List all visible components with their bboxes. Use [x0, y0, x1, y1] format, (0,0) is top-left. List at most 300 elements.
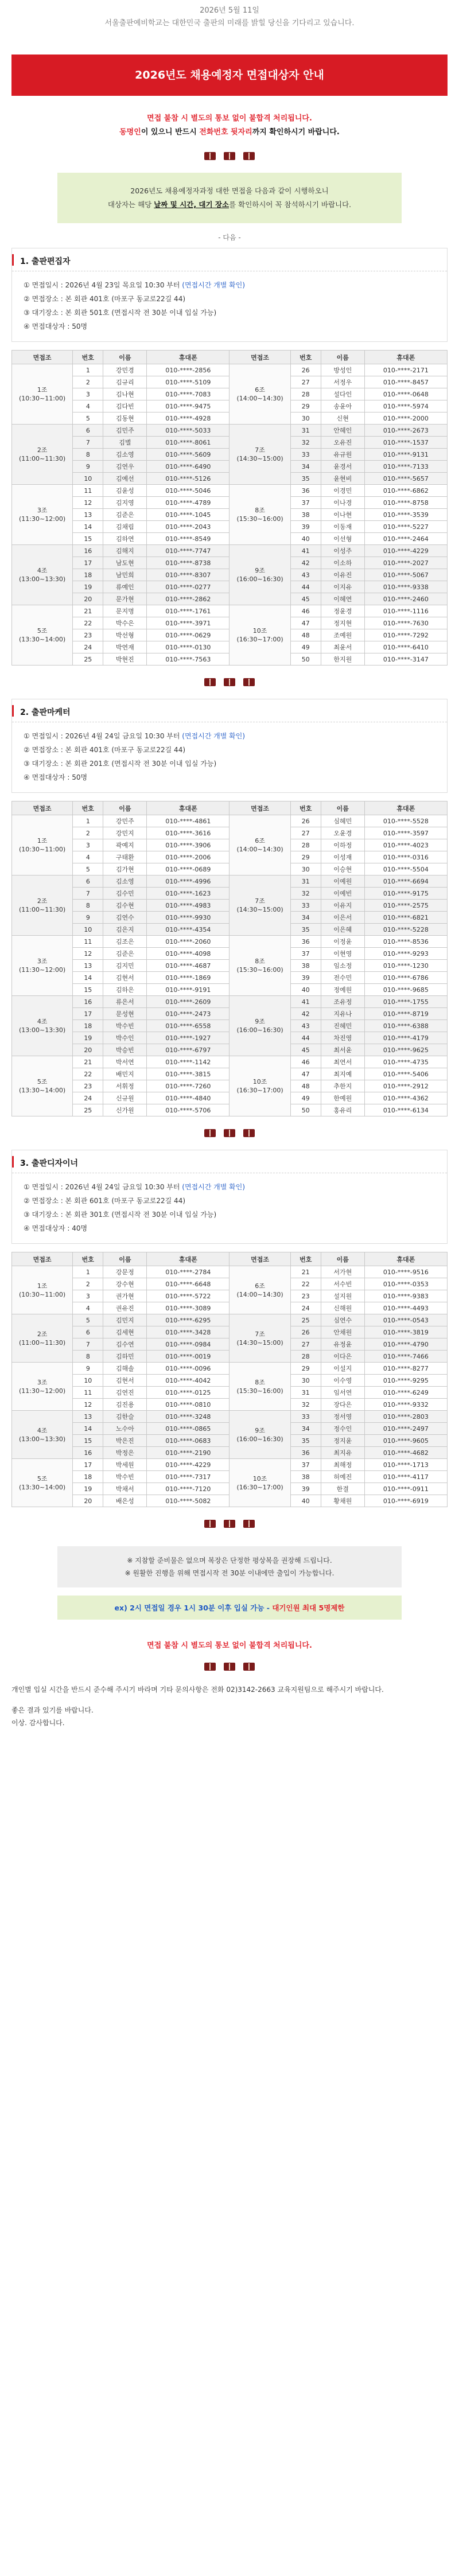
candidate-name: 김하은: [103, 984, 147, 996]
phone-number: 010-****-4861: [147, 815, 230, 827]
group-slot: 1조 (10:30~11:00): [12, 1266, 73, 1314]
row-number: 49: [290, 641, 321, 653]
candidate-name: 이소하: [321, 557, 364, 569]
closing: 개인별 입실 시간을 반드시 준수해 주시기 바라며 기타 문의사항은 전화 02)3142-2663 교육지원팀으로 해주시기 바랍니다. 좋은 결과 있기를 바랍니다. 이상. 감사합니다.: [11, 1686, 384, 1727]
candidate-name: 곽예지: [103, 839, 147, 851]
row-number: 26: [290, 815, 321, 827]
row-number: 24: [73, 641, 103, 653]
phone-number: 010-****-0810: [147, 1399, 230, 1411]
candidate-name: 김별: [103, 437, 147, 449]
section-info: ① 면접일시 : 2026년 4월 24일 금요일 10:30 부터 (면접시간 개별 확인) ② 면접장소 : 본 회관 601호 (마포구 동교로22길 44) ③ 대기장소 : 본 회관 301호 (면접시작 전 30분 이내 입실 가능) ④ 면접대상자 : 40명: [24, 1183, 246, 1232]
row-number: 12: [73, 948, 103, 960]
phone-number: 010-****-7563: [147, 653, 230, 666]
candidate-name: 김소영: [103, 449, 147, 461]
candidate-name: 안채원: [321, 1326, 364, 1338]
candidate-name: 차진영: [321, 1032, 364, 1044]
phone-number: 010-****-3971: [147, 617, 230, 629]
group-slot: 5조 (13:30~14:00): [12, 1056, 73, 1116]
candidate-name: 이경민: [321, 485, 364, 497]
candidate-name: 김지민: [103, 960, 147, 972]
phone-number: 010-****-5082: [147, 1495, 230, 1507]
phone-number: 010-****-8307: [147, 569, 230, 581]
row-number: 3: [73, 1290, 103, 1302]
table-row: [12, 1363, 448, 1375]
phone-number: 010-****-8536: [364, 936, 447, 948]
row-number: 31: [290, 1387, 321, 1399]
row-number: 25: [290, 1314, 321, 1326]
table-header: 면접조: [230, 801, 290, 815]
phone-number: 010-****-0865: [147, 1423, 230, 1435]
group-slot: 2조 (11:00~11:30): [12, 425, 73, 485]
phone-number: 010-****-5227: [364, 521, 447, 533]
table-header: 면접조: [12, 351, 73, 364]
row-number: 12: [73, 497, 103, 509]
phone-number: 010-****-0689: [147, 863, 230, 875]
row-number: 11: [73, 1387, 103, 1399]
row-number: 11: [73, 936, 103, 948]
phone-number: 010-****-6786: [364, 972, 447, 984]
candidate-name: 최윤서: [321, 641, 364, 653]
phone-number: 010-****-9338: [364, 581, 447, 593]
phone-number: 010-****-4354: [147, 924, 230, 936]
group-slot: 8조 (15:30~16:00): [230, 936, 290, 996]
row-number: 17: [73, 557, 103, 569]
candidate-name: 최해정: [321, 1459, 364, 1471]
phone-number: 010-****-4042: [147, 1375, 230, 1387]
row-number: 19: [73, 1032, 103, 1044]
candidate-name: 김민주: [103, 425, 147, 437]
candidate-name: 최지유: [321, 1447, 364, 1459]
row-number: 40: [290, 1495, 321, 1507]
row-number: 35: [290, 473, 321, 485]
phone-number: 010-****-1927: [147, 1032, 230, 1044]
row-number: 46: [290, 1056, 321, 1068]
row-number: 4: [73, 1302, 103, 1314]
phone-number: 010-****-2497: [364, 1423, 447, 1435]
phone-number: 010-****-2464: [364, 533, 447, 545]
book-icon: [204, 1520, 216, 1528]
phone-number: 010-****-2006: [147, 851, 230, 863]
phone-number: 010-****-0543: [364, 1314, 447, 1326]
phone-number: 010-****-6295: [147, 1314, 230, 1326]
phone-number: 010-****-1116: [364, 605, 447, 617]
book-icon: [224, 1129, 235, 1137]
phone-number: 010-****-9930: [147, 912, 230, 924]
group-slot: 6조 (14:00~14:30): [230, 815, 290, 875]
book-icon: [204, 152, 216, 160]
group-slot: 3조 (11:30~12:00): [12, 936, 73, 996]
table-header: 이름: [103, 801, 147, 815]
table-row: [12, 1459, 448, 1471]
candidate-name: 김규리: [103, 376, 147, 388]
table-header: 휴대폰: [147, 801, 230, 815]
phone-number: 010-****-2803: [364, 1411, 447, 1423]
phone-number: 010-****-2190: [147, 1447, 230, 1459]
candidate-name: 이은서: [321, 912, 364, 924]
phone-number: 010-****-6797: [147, 1044, 230, 1056]
candidate-name: 이하정: [321, 839, 364, 851]
phone-number: 010-****-7292: [364, 629, 447, 641]
row-number: 17: [73, 1008, 103, 1020]
candidate-name: 김준은: [103, 509, 147, 521]
phone-number: 010-****-3819: [364, 1326, 447, 1338]
row-number: 47: [290, 617, 321, 629]
candidate-name: 김준은: [103, 948, 147, 960]
table-header: 면접조: [12, 801, 73, 815]
section-3: [11, 1150, 448, 1244]
phone-number: 010-****-1537: [364, 437, 447, 449]
row-number: 41: [290, 545, 321, 557]
phone-number: 010-****-6249: [364, 1387, 447, 1399]
phone-number: 010-****-8758: [364, 497, 447, 509]
candidate-name: 이나현: [321, 509, 364, 521]
row-number: 2: [73, 827, 103, 839]
book-divider: [0, 152, 459, 165]
row-number: 22: [73, 617, 103, 629]
row-number: 37: [290, 1459, 321, 1471]
row-number: 27: [290, 827, 321, 839]
phone-number: 010-****-2673: [364, 425, 447, 437]
candidate-name: 김동현: [103, 413, 147, 425]
warning-notice: [0, 112, 459, 139]
phone-number: 010-****-5228: [364, 924, 447, 936]
row-number: 40: [290, 984, 321, 996]
candidate-name: 권가현: [103, 1290, 147, 1302]
phone-number: 010-****-3539: [364, 509, 447, 521]
group-slot: 7조 (14:30~15:00): [230, 875, 290, 936]
candidate-name: 박은진: [103, 1435, 147, 1447]
row-number: 7: [73, 1338, 103, 1351]
candidate-name: 이지유: [321, 581, 364, 593]
phone-number: 010-****-5033: [147, 425, 230, 437]
candidate-name: 정서영: [321, 1411, 364, 1423]
phone-number: 010-****-1713: [364, 1459, 447, 1471]
table-header: 이름: [103, 1252, 147, 1266]
row-number: 28: [290, 388, 321, 400]
table-header: 번호: [73, 351, 103, 364]
divider-label: - 다음 -: [218, 234, 241, 242]
row-number: 24: [290, 1302, 321, 1314]
candidate-name: 이나경: [321, 497, 364, 509]
row-number: 26: [290, 1326, 321, 1338]
candidate-name: 김현서: [103, 1375, 147, 1387]
candidate-name: 박정은: [103, 1447, 147, 1459]
candidate-name: 허예진: [321, 1471, 364, 1483]
phone-number: 010-****-5109: [147, 376, 230, 388]
phone-number: 010-****-0125: [147, 1387, 230, 1399]
phone-number: 010-****-1755: [364, 996, 447, 1008]
book-icon: [204, 1663, 216, 1671]
phone-number: 010-****-5528: [364, 815, 447, 827]
candidate-name: 김세현: [103, 1326, 147, 1338]
phone-number: 010-****-2473: [147, 1008, 230, 1020]
candidate-name: 이은혜: [321, 924, 364, 936]
candidate-name: 최지예: [321, 1068, 364, 1080]
phone-number: 010-****-1230: [364, 960, 447, 972]
candidate-name: 김윤성: [103, 485, 147, 497]
row-number: 42: [290, 1008, 321, 1020]
phone-number: 010-****-8719: [364, 1008, 447, 1020]
row-number: 29: [290, 851, 321, 863]
candidate-name: 정지윤: [321, 1435, 364, 1447]
row-number: 38: [290, 509, 321, 521]
table-header: 휴대폰: [364, 801, 447, 815]
row-number: 37: [290, 497, 321, 509]
phone-number: 010-****-5046: [147, 485, 230, 497]
row-number: 21: [73, 1056, 103, 1068]
row-number: 14: [73, 972, 103, 984]
phone-number: 010-****-5126: [147, 473, 230, 485]
section-info: ① 면접일시 : 2026년 4월 24일 금요일 10:30 부터 (면접시간 개별 확인) ② 면접장소 : 본 회관 401호 (마포구 동교로22길 44) ③ 대기장소 : 본 회관 201호 (면접시작 전 30분 이내 입실 가능) ④ 면접대상자 : 50명: [24, 732, 246, 781]
row-number: 21: [73, 605, 103, 617]
phone-number: 010-****-0629: [147, 629, 230, 641]
candidate-name: 서가현: [321, 1266, 364, 1278]
group-slot: 7조 (14:30~15:00): [230, 425, 290, 485]
phone-number: 010-****-4996: [147, 875, 230, 888]
table-row: [12, 485, 448, 497]
row-number: 10: [73, 1375, 103, 1387]
phone-number: 010-****-8277: [364, 1363, 447, 1375]
table-header: 이름: [321, 351, 364, 364]
candidate-name: 이혜연: [321, 593, 364, 605]
row-number: 5: [73, 413, 103, 425]
phone-number: 010-****-7260: [147, 1080, 230, 1092]
final-notice: 면접 불참 시 별도의 통보 없이 불합격 처리됩니다.: [147, 1641, 312, 1650]
candidate-name: 문성현: [103, 1008, 147, 1020]
candidate-name: 이성재: [321, 851, 364, 863]
candidate-name: 강수현: [103, 1278, 147, 1290]
phone-number: 010-****-5406: [364, 1068, 447, 1080]
book-icon: [243, 1520, 255, 1528]
candidate-name: 이정윤: [321, 936, 364, 948]
phone-number: 010-****-9516: [364, 1266, 447, 1278]
row-number: 19: [73, 1483, 103, 1495]
row-number: 36: [290, 1447, 321, 1459]
table-header: 번호: [73, 1252, 103, 1266]
candidate-name: 박수빈: [103, 1471, 147, 1483]
candidate-name: 배민지: [103, 1068, 147, 1080]
candidate-name: 이예빈: [321, 888, 364, 900]
group-slot: 8조 (15:30~16:00): [230, 1363, 290, 1411]
row-number: 16: [73, 545, 103, 557]
row-number: 3: [73, 839, 103, 851]
candidate-name: 이성주: [321, 545, 364, 557]
row-number: 32: [290, 1399, 321, 1411]
row-number: 39: [290, 972, 321, 984]
phone-number: 010-****-4687: [147, 960, 230, 972]
group-slot: 1조 (10:30~11:00): [12, 364, 73, 425]
candidate-name: 임서연: [321, 1387, 364, 1399]
row-number: 37: [290, 948, 321, 960]
phone-number: 010-****-7083: [147, 388, 230, 400]
candidate-name: 지유나: [321, 1008, 364, 1020]
group-slot: 2조 (11:00~11:30): [12, 875, 73, 936]
section-title: 3. 출판디자이너: [12, 1150, 447, 1173]
candidate-name: 장다은: [321, 1399, 364, 1411]
row-number: 45: [290, 593, 321, 605]
candidate-name: 김은지: [103, 924, 147, 936]
row-number: 1: [73, 815, 103, 827]
phone-number: 010-****-7630: [364, 617, 447, 629]
row-number: 4: [73, 400, 103, 413]
candidate-name: 김수연: [103, 1338, 147, 1351]
row-number: 33: [290, 900, 321, 912]
candidate-name: 류은서: [103, 996, 147, 1008]
row-number: 9: [73, 461, 103, 473]
row-number: 23: [73, 629, 103, 641]
candidate-name: 김하민: [103, 1351, 147, 1363]
group-slot: 3조 (11:30~12:00): [12, 1363, 73, 1411]
intro-line: 서울출판예비학교는 대한민국 출판의 미래를 밝힐 당신을 기다리고 있습니다.: [104, 19, 355, 28]
candidate-name: 홍유리: [321, 1104, 364, 1116]
candidate-name: 박수은: [103, 617, 147, 629]
row-number: 48: [290, 1080, 321, 1092]
candidate-name: 김현서: [103, 972, 147, 984]
row-number: 23: [73, 1080, 103, 1092]
row-number: 21: [290, 1266, 321, 1278]
candidate-name: 김민지: [103, 1314, 147, 1326]
row-number: 40: [290, 533, 321, 545]
group-slot: 9조 (16:00~16:30): [230, 1411, 290, 1459]
row-number: 25: [73, 1104, 103, 1116]
table-header: 번호: [290, 801, 321, 815]
table-header: 면접조: [12, 1252, 73, 1266]
candidate-name: 김수민: [103, 888, 147, 900]
phone-number: 010-****-3428: [147, 1326, 230, 1338]
example-note: ex) 2시 면접일 경우 1시 30분 이후 입실 가능 - 대기인원 최대 5명제한: [57, 1596, 402, 1620]
row-number: 18: [73, 1020, 103, 1032]
candidate-name: 권유진: [103, 1302, 147, 1314]
phone-number: 010-****-9685: [364, 984, 447, 996]
candidate-name: 문지명: [103, 605, 147, 617]
candidate-name: 신해원: [321, 1302, 364, 1314]
candidate-name: 심연수: [321, 1314, 364, 1326]
candidate-name: 김예선: [103, 473, 147, 485]
candidate-name: 한예원: [321, 1092, 364, 1104]
candidate-name: 유정윤: [321, 1338, 364, 1351]
candidate-name: 이선형: [321, 533, 364, 545]
row-number: 20: [73, 1495, 103, 1507]
row-number: 8: [73, 1351, 103, 1363]
book-icon: [204, 678, 216, 686]
phone-number: 010-****-1869: [147, 972, 230, 984]
phone-number: 010-****-3089: [147, 1302, 230, 1314]
candidate-name: 김소영: [103, 875, 147, 888]
phone-number: 010-****-1623: [147, 888, 230, 900]
phone-number: 010-****-2171: [364, 364, 447, 376]
phone-number: 010-****-7466: [364, 1351, 447, 1363]
row-number: 27: [290, 376, 321, 388]
intro-date: 2026년 5월 11일: [200, 6, 259, 15]
intro: [0, 0, 459, 55]
candidate-name: 구태환: [103, 851, 147, 863]
row-number: 27: [290, 1338, 321, 1351]
phone-number: 010-****-5504: [364, 863, 447, 875]
candidate-name: 박승빈: [103, 1044, 147, 1056]
candidate-name: 박서연: [103, 1056, 147, 1068]
group-slot: 6조 (14:00~14:30): [230, 364, 290, 425]
phone-number: 010-****-3597: [364, 827, 447, 839]
row-number: 5: [73, 863, 103, 875]
phone-number: 010-****-2043: [147, 521, 230, 533]
candidate-name: 황채원: [321, 1495, 364, 1507]
phone-number: 010-****-7747: [147, 545, 230, 557]
row-number: 33: [290, 449, 321, 461]
candidate-name: 남도현: [103, 557, 147, 569]
phone-number: 010-****-2000: [364, 413, 447, 425]
phone-number: 010-****-0130: [147, 641, 230, 653]
phone-number: 010-****-4362: [364, 1092, 447, 1104]
candidate-name: 오윤경: [321, 827, 364, 839]
candidate-name: 박수인: [103, 1032, 147, 1044]
row-number: 7: [73, 888, 103, 900]
group-slot: 5조 (13:30~14:00): [12, 605, 73, 666]
candidate-name: 김연우: [103, 461, 147, 473]
candidate-name: 박현진: [103, 653, 147, 666]
book-icon: [243, 1129, 255, 1137]
phone-number: 010-****-0316: [364, 851, 447, 863]
group-slot: 9조 (16:00~16:30): [230, 996, 290, 1056]
table-header: 휴대폰: [364, 1252, 447, 1266]
phone-number: 010-****-1761: [147, 605, 230, 617]
candidate-name: 박세원: [103, 1459, 147, 1471]
candidate-name: 노수아: [103, 1423, 147, 1435]
book-icon: [243, 152, 255, 160]
row-number: 8: [73, 900, 103, 912]
group-slot: 10조 (16:30~17:00): [230, 1459, 290, 1507]
candidate-name: 서휘정: [103, 1080, 147, 1092]
group-slot: 10조 (16:30~17:00): [230, 1056, 290, 1116]
row-number: 2: [73, 1278, 103, 1290]
candidate-name: 한지원: [321, 653, 364, 666]
table-header: 번호: [73, 801, 103, 815]
phone-number: 010-****-2460: [364, 593, 447, 605]
phone-number: 010-****-3248: [147, 1411, 230, 1423]
row-number: 35: [290, 1435, 321, 1447]
phone-number: 010-****-9191: [147, 984, 230, 996]
phone-number: 010-****-9475: [147, 400, 230, 413]
candidate-name: 김가현: [103, 863, 147, 875]
row-number: 29: [290, 400, 321, 413]
section-title: 2. 출판마케터: [12, 699, 447, 722]
phone-number: 010-****-9175: [364, 888, 447, 900]
candidate-name: 조유정: [321, 996, 364, 1008]
table-row: [12, 364, 448, 376]
row-number: 33: [290, 1411, 321, 1423]
candidate-name: 김한슬: [103, 1411, 147, 1423]
row-number: 43: [290, 569, 321, 581]
candidate-name: 추한지: [321, 1080, 364, 1092]
phone-number: 010-****-3815: [147, 1068, 230, 1080]
row-number: 48: [290, 629, 321, 641]
phone-number: 010-****-9295: [364, 1375, 447, 1387]
phone-number: 010-****-4735: [364, 1056, 447, 1068]
row-number: 36: [290, 936, 321, 948]
table-row: [12, 815, 448, 827]
row-number: 31: [290, 875, 321, 888]
table-header: 면접조: [230, 1252, 290, 1266]
schedule-table-1: [11, 350, 448, 666]
phone-number: 010-****-4023: [364, 839, 447, 851]
phone-number: 010-****-6388: [364, 1020, 447, 1032]
candidate-name: 최연서: [321, 1056, 364, 1068]
candidate-name: 전수민: [321, 972, 364, 984]
candidate-name: 안혜인: [321, 425, 364, 437]
candidate-name: 남민희: [103, 569, 147, 581]
guide-box: 2026년도 채용예정자과정 대한 면접을 다음과 같이 시행하오니 대상자는 해당 날짜 및 시간, 대기 장소를 확인하시어 꼭 참석하시기 바랍니다.: [57, 173, 402, 223]
phone-number: 010-****-7133: [364, 461, 447, 473]
table-row: [12, 1056, 448, 1068]
